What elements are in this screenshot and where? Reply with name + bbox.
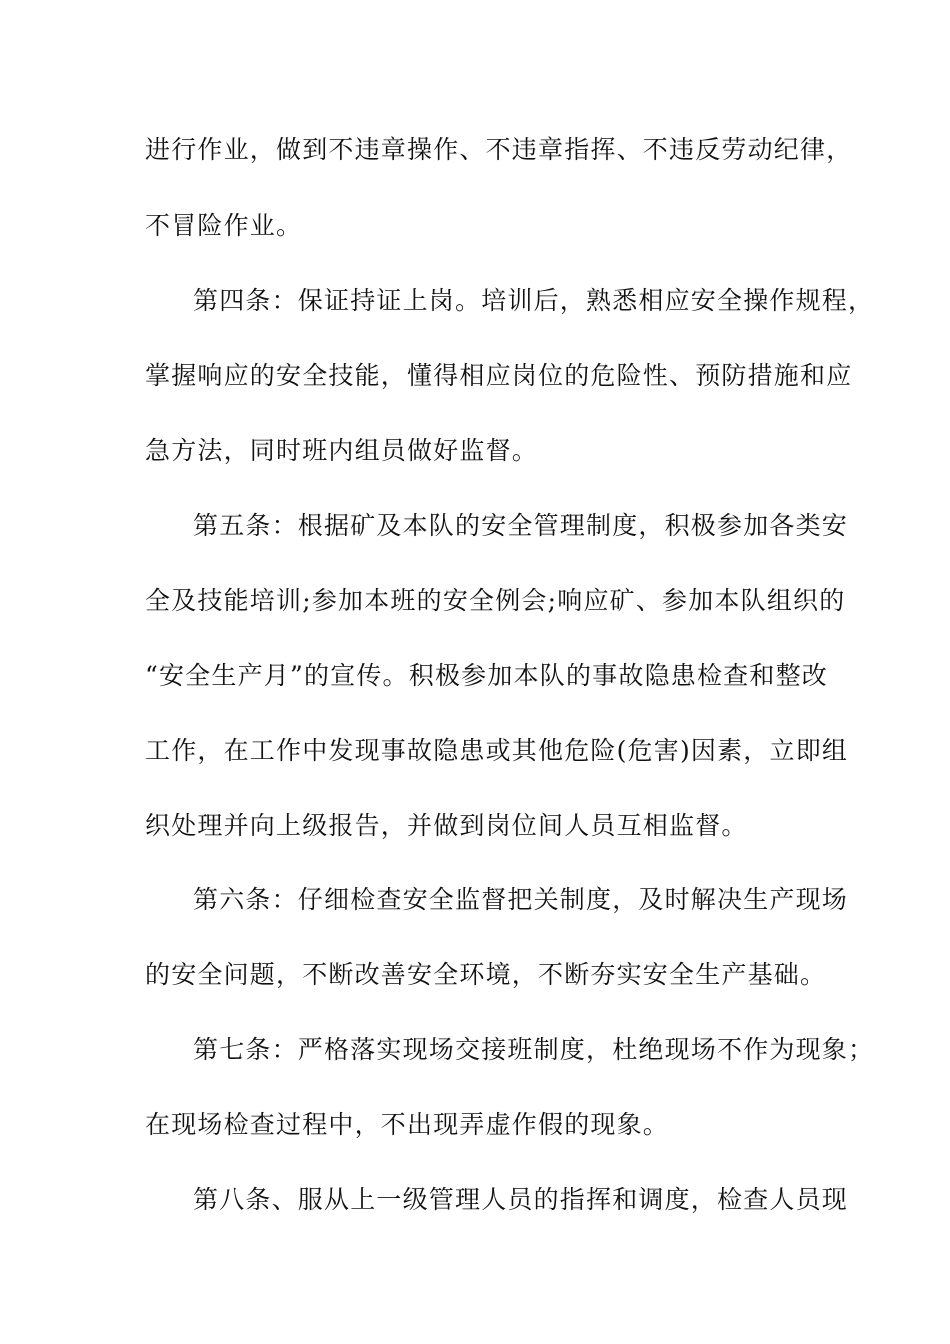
text-line: 急方法，同时班内组员做好监督。 xyxy=(145,436,539,465)
article-7-heading-line: 第七条：严格落实现场交接班制度，杜绝现场不作为现象； xyxy=(193,1035,875,1064)
text-line: 不冒险作业。 xyxy=(145,211,303,240)
text-line: 进行作业，做到不违章操作、不违章指挥、不违反劳动纪律， xyxy=(145,135,853,164)
article-8-heading-line: 第八条、服从上一级管理人员的指挥和调度，检查人员现 xyxy=(193,1185,849,1214)
article-5-heading-line: 第五条：根据矿及本队的安全管理制度，积极参加各类安 xyxy=(193,511,849,540)
text-line: 工作，在工作中发现事故隐患或其他危险(危害)因素，立即组 xyxy=(145,736,849,765)
text-line: 织处理并向上级报告，并做到岗位间人员互相监督。 xyxy=(145,811,748,840)
text-line: 全及技能培训;参加本班的安全例会;响应矿、参加本队组织的 xyxy=(145,586,846,615)
text-line: 在现场检查过程中，不出现弄虚作假的现象。 xyxy=(145,1110,670,1139)
article-4-heading-line: 第四条：保证持证上岗。培训后，熟悉相应安全操作规程， xyxy=(193,286,875,315)
article-6-heading-line: 第六条：仔细检查安全监督把关制度，及时解决生产现场 xyxy=(193,885,849,914)
text-line: 的安全问题，不断改善安全环境，不断夯实安全生产基础。 xyxy=(145,960,827,989)
text-line: 掌握响应的安全技能，懂得相应岗位的危险性、预防措施和应 xyxy=(145,361,853,390)
text-line: “安全生产月”的宣传。积极参加本队的事故隐患检查和整改 xyxy=(145,661,828,690)
